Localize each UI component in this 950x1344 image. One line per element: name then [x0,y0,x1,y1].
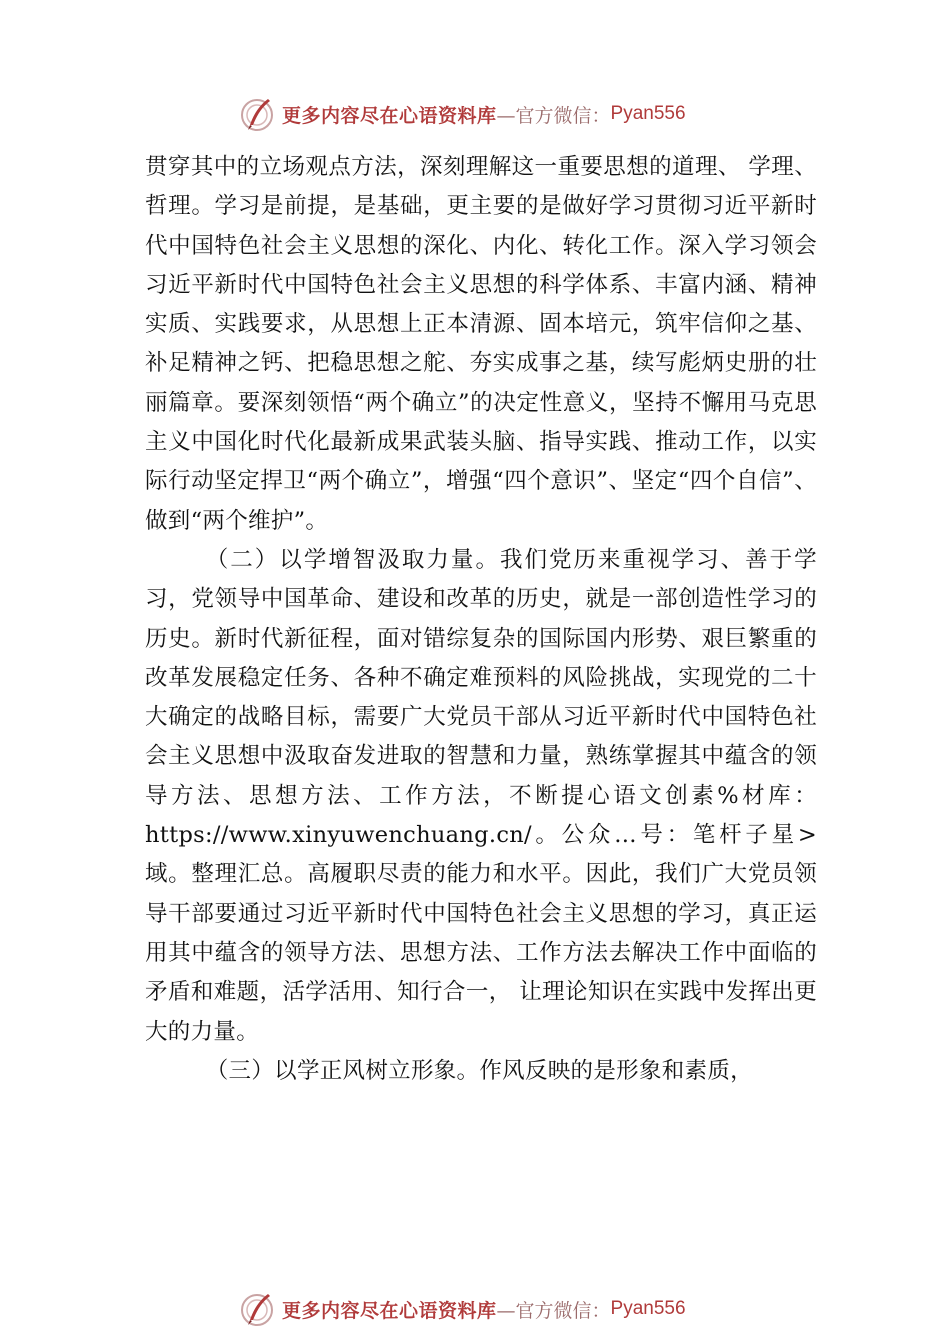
header-separator-text: —官方微信： [496,104,611,127]
footer-account-text: Pyan556 [610,1298,686,1319]
header-watermark [238,94,686,134]
paragraph-3: （三）以学正风树立形象。作风反映的是形象和素质， [205,1057,753,1084]
footer-separator-text: —官方微信： [496,1299,611,1322]
paragraph-1: 贯穿其中的立场观点方法，深刻理解这一重要思想的道理、 学理、哲理。学习是前提，是基础，更主要的是做好学习贯彻习近平新时代中国特色社会主义思想的深化、内化、转化工作。深入学习领会习近平新时代中国特色社会主义思想的科学体系、丰富内涵、精神实质、实践要求，从思想上正本清源、固本培元，筑牢信仰之基、补足精神之钙、把稳思想之舵、夯实成事之基，续写彪炳史册的壮丽篇章。要深刻领悟“两个确立”的决定性意义，坚持不懈用马克思主义中国化时代化最新成果武装头脑、指导实践、推动工作，以实际行动坚定捍卫“两个确立”，增强“四个意识”、坚定“四个自信”、做到“两个维护”。 [145,154,817,534]
footer-brand-text: 更多内容尽在心语资料库 [282,1299,497,1322]
quill-pen-logo-icon [238,1290,276,1328]
quill-pen-logo-icon [238,95,276,133]
header-brand-text: 更多内容尽在心语资料库 [282,104,497,127]
header-account-text: Pyan556 [610,103,686,124]
paragraph-2: （二）以学增智汲取力量。我们党历来重视学习、善于学习，党领导中国革命、建设和改革的历史，就是一部创造性学习的历史。新时代新征程，面对错综复杂的国际国内形势、艰巨繁重的改革发展稳定任务、各种不确定难预料的风险挑战，实现党的二十大确定的战略目标，需要广大党员干部从习近平新时代中国特色社会主义思想中汲取奋发进取的智慧和力量，熟练掌握其中蕴含的领导方法、思想方法、工作方法，不断提心语文创素%材库：https://www.xinyuwenchuang.cn/。公众…号：笔杆子星>域。整理汇总。高履职尽责的能力和水平。因此，我们广大党员领导干部要通过习近平新时代中国特色社会主义思想的学习，真正运用其中蕴含的领导方法、思想方法、工作方法去解决工作中面临的矛盾和难题，活学活用、知行合一， 让理论知识在实践中发挥出更大的力量。 [145,546,817,1045]
footer-watermark [238,1289,686,1329]
document-body [145,148,817,1091]
